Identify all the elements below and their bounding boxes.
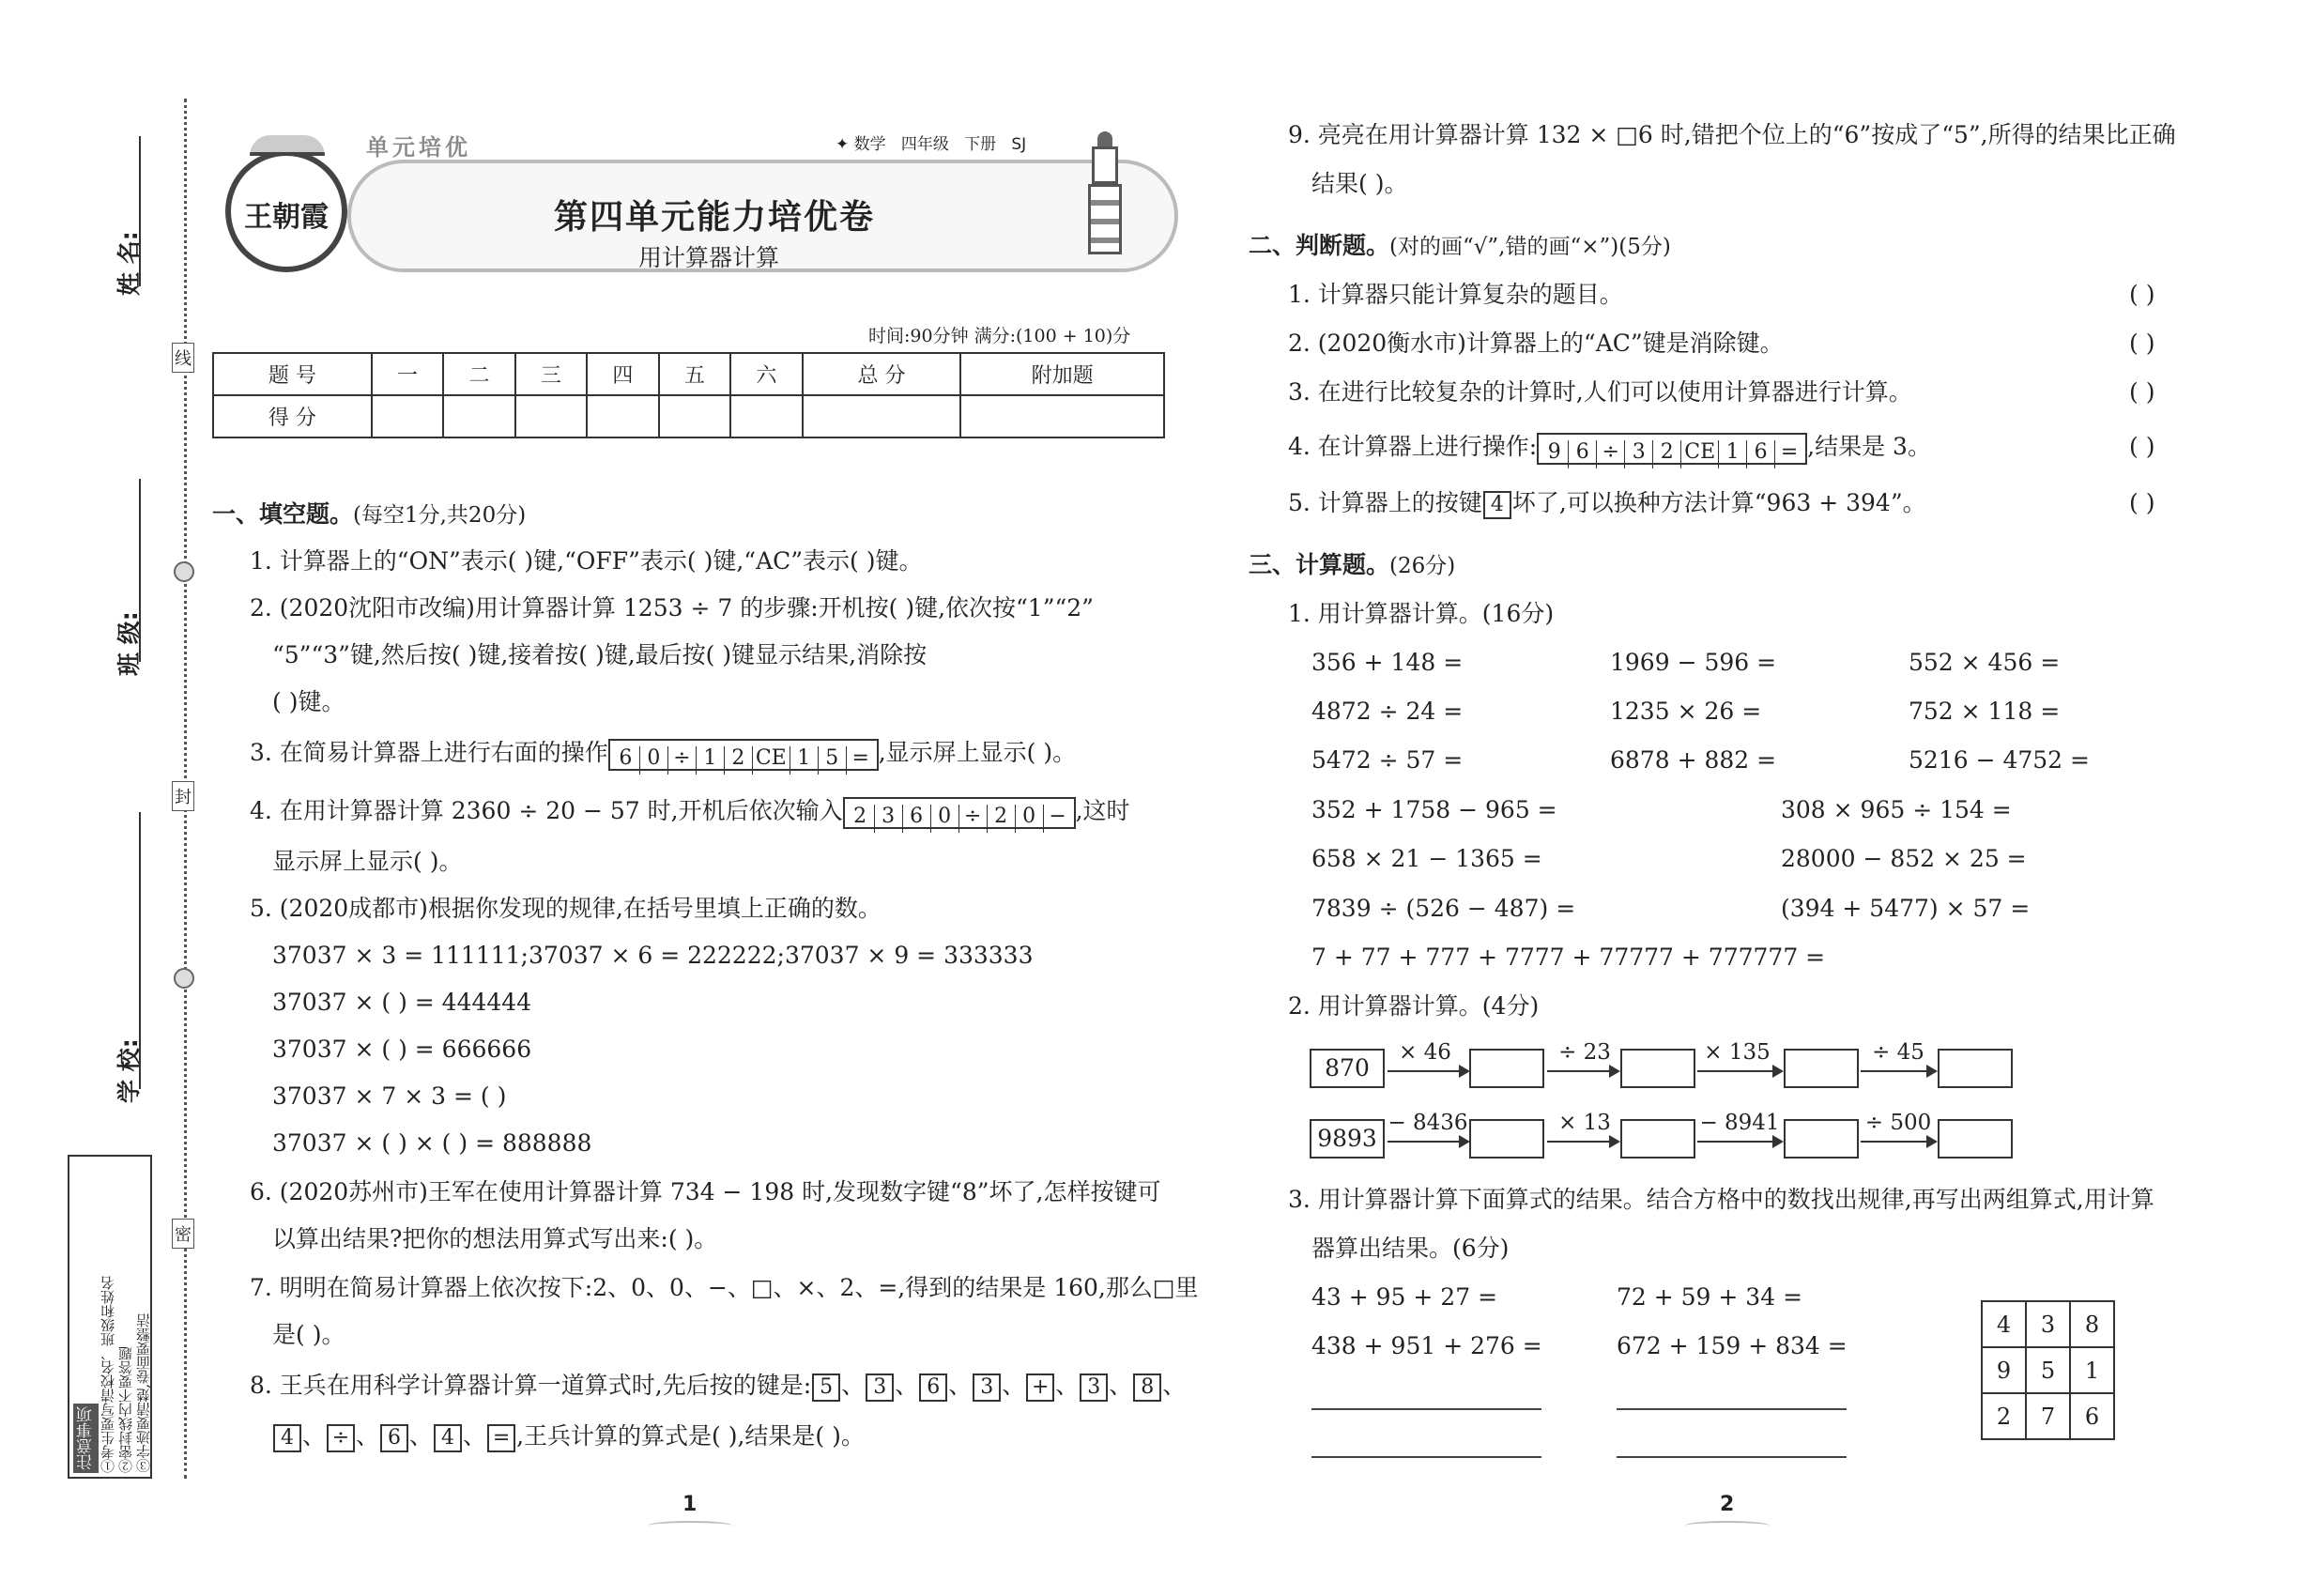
grid-cell: 2 — [1982, 1393, 2026, 1439]
grid-cell: 5 — [2026, 1347, 2070, 1393]
notice-box — [68, 1155, 152, 1479]
grid-cell: 7 — [2026, 1393, 2070, 1439]
score-table — [212, 352, 1165, 438]
judge-question-4 — [1288, 428, 1931, 466]
judge-question-4-text: 4. 在计算器上进行操作: — [1288, 433, 1538, 460]
calc-question-2-title: 2. 用计算器计算。(4分) — [1288, 992, 1540, 1020]
section3-title: 三、计算题。 — [1249, 551, 1390, 578]
page-number-ornament — [648, 1521, 732, 1530]
calc-expression: 1235 × 26 = — [1610, 698, 1762, 725]
grid-cell: 4 — [1982, 1301, 2026, 1347]
calc-expression: 72 + 59 + 34 = — [1617, 1283, 1803, 1311]
calc-expression: (394 + 5477) × 57 = — [1781, 895, 2031, 922]
key-sequence — [1537, 433, 1807, 465]
chain-operation: − 8941 — [1699, 1111, 1780, 1135]
grid-cell: 3 — [2026, 1301, 2070, 1347]
calc-key: = — [487, 1424, 515, 1452]
calc-key: 0 — [640, 746, 668, 775]
calc-expression: 308 × 965 ÷ 154 = — [1781, 796, 2012, 823]
page-number-1: 1 — [682, 1493, 698, 1516]
section2-title: 二、判断题。 — [1249, 232, 1390, 259]
section1-heading — [212, 496, 526, 534]
calc-key: ÷ — [327, 1424, 355, 1452]
calc-key: 2 — [988, 805, 1016, 833]
logo-text: 王朝霞 — [244, 201, 329, 234]
arrow-icon — [1861, 1141, 1936, 1143]
grid-cell: 1 — [2070, 1347, 2114, 1393]
notice-title: 注意事项 — [73, 1404, 99, 1473]
calc-key: ÷ — [668, 746, 697, 775]
answer-line[interactable] — [1617, 1408, 1847, 1410]
score-table-header — [213, 353, 1164, 395]
score-input[interactable] — [515, 395, 587, 437]
chain-operation: × 135 — [1704, 1040, 1771, 1065]
calc-expression: 5472 ÷ 57 = — [1311, 746, 1464, 774]
score-input[interactable] — [587, 395, 658, 437]
calc-expression: 7839 ÷ (526 − 487) = — [1311, 895, 1576, 922]
question-5-line: 37037 × ( ) = 444444 — [272, 989, 532, 1016]
calc-key: 0 — [931, 805, 959, 833]
edition: SJ — [1011, 135, 1027, 154]
grade: 四年级 — [900, 135, 949, 154]
question-3-post: ,显示屏上显示( )。 — [878, 739, 1077, 766]
grid-cell: 6 — [2070, 1393, 2114, 1439]
chain-start-box: 9893 — [1310, 1119, 1385, 1159]
table-cell: 六 — [730, 353, 802, 395]
school-label: 学 校: — [115, 1038, 143, 1103]
calc-expression: 6878 + 882 = — [1610, 746, 1777, 774]
chain-operation: ÷ 45 — [1872, 1040, 1924, 1065]
question-7-line: 是( )。 — [272, 1321, 345, 1348]
table-cell: 二 — [443, 353, 514, 395]
calc-expression: 7 + 77 + 777 + 7777 + 77777 + 777777 = — [1311, 944, 1826, 971]
key-sequence — [608, 739, 879, 771]
question-5-line: 37037 × ( ) = 666666 — [272, 1036, 532, 1063]
question-5-line: 37037 × ( ) × ( ) = 888888 — [272, 1129, 592, 1157]
calc-key: 2 — [725, 746, 753, 775]
question-2-line: ( )键。 — [272, 688, 345, 715]
answer-box[interactable] — [1620, 1049, 1695, 1088]
score-input[interactable] — [730, 395, 802, 437]
calc-key: 3 — [866, 1373, 894, 1402]
arrow-icon — [1861, 1070, 1936, 1072]
judge-question-5 — [1288, 484, 1926, 522]
question-4-post: ,这时 — [1075, 797, 1130, 824]
time-info: 时间:90分钟 满分:(100 + 10)分 — [868, 326, 1131, 346]
section2-heading — [1249, 227, 1671, 266]
answer-box[interactable] — [1620, 1119, 1695, 1159]
sparkle-icon: ✦ — [836, 135, 854, 154]
judge-question-2: 2. (2020衡水市)计算器上的“AC”键是消除键。 — [1288, 330, 1784, 357]
calc-expression: 658 × 21 − 1365 = — [1311, 845, 1542, 872]
judge-question-3: 3. 在进行比较复杂的计算时,人们可以使用计算器进行计算。 — [1288, 378, 1912, 406]
calc-key: 4 — [434, 1424, 462, 1452]
header-banner — [225, 127, 1183, 286]
page-subtitle: 用计算器计算 — [638, 244, 780, 271]
calc-key: 6 — [919, 1373, 947, 1402]
logo-crown-icon — [250, 135, 325, 156]
chain-operation: ÷ 500 — [1864, 1111, 1932, 1135]
calc-key: 9 — [1541, 440, 1569, 468]
calc-key: 2 — [1653, 440, 1681, 468]
binding-ring-icon — [174, 561, 194, 582]
chain-operation: × 46 — [1399, 1040, 1451, 1065]
calc-key: 6 — [1747, 440, 1775, 468]
calc-key: 3 — [1625, 440, 1653, 468]
judge-answer-paren[interactable]: ( ) — [2129, 489, 2155, 516]
calc-key: 3 — [875, 805, 903, 833]
question-9-line: 9. 亮亮在用计算器计算 132 × □6 时,错把个位上的“6”按成了“5”,所得的结果比正确 — [1288, 121, 2176, 148]
answer-line[interactable] — [1617, 1456, 1847, 1458]
question-9-line: 结果( )。 — [1311, 170, 1408, 197]
calc-key: ÷ — [959, 805, 988, 833]
notice-item: ①考生要写清校名、班级和姓名 — [100, 1276, 116, 1473]
calc-key: CE — [1681, 440, 1719, 468]
subject: 数学 — [853, 135, 886, 154]
score-input[interactable] — [659, 395, 730, 437]
answer-box[interactable] — [1938, 1049, 2013, 1088]
calc-key: 1 — [697, 746, 725, 775]
magic-square-grid — [1981, 1300, 2115, 1440]
question-2-line: “5”“3”键,然后按( )键,接着按( )键,最后按( )键显示结果,消除按 — [272, 641, 928, 668]
judge-answer-paren[interactable]: ( ) — [2129, 378, 2155, 406]
calc-key: ÷ — [1597, 440, 1625, 468]
answer-line[interactable] — [1311, 1408, 1541, 1410]
page-title: 第四单元能力培优卷 — [554, 198, 876, 237]
judge-question-5-text: 5. 计算器上的按键 — [1288, 489, 1482, 516]
calc-key: 4 — [273, 1424, 301, 1452]
calc-key: 6 — [1569, 440, 1597, 468]
score-input[interactable] — [372, 395, 443, 437]
arrow-icon — [1388, 1141, 1468, 1143]
calc-expression: 5216 − 4752 = — [1909, 746, 2090, 774]
judge-question-5-post: 坏了,可以换种方法计算“963 + 394”。 — [1511, 489, 1926, 516]
calc-key: + — [1026, 1373, 1054, 1402]
question-5-line: 37037 × 3 = 111111;37037 × 6 = 222222;37037 × 9 = 333333 — [272, 942, 1034, 969]
calc-key: = — [851, 746, 869, 770]
calc-expression: 356 + 148 = — [1311, 649, 1464, 676]
section2-note: (对的画“√”,错的画“×”)(5分) — [1389, 235, 1671, 259]
score-input[interactable] — [443, 395, 514, 437]
name-field[interactable] — [139, 136, 141, 286]
calc-key: 0 — [1016, 805, 1044, 833]
calc-key: 1 — [1719, 440, 1747, 468]
answer-line[interactable] — [1311, 1456, 1541, 1458]
score-input[interactable] — [960, 395, 1164, 437]
arrow-icon — [1388, 1070, 1468, 1072]
key-sequence — [843, 797, 1076, 829]
calc-key: CE — [753, 746, 790, 775]
calc-expression: 1969 − 596 = — [1610, 649, 1777, 676]
judge-answer-paren[interactable]: ( ) — [2129, 433, 2155, 460]
seal-char-3: 密 — [172, 1219, 194, 1249]
calc-key: 3 — [973, 1373, 1001, 1402]
chain-operation: − 8436 — [1388, 1111, 1468, 1135]
question-4-text: 4. 在用计算器计算 2360 ÷ 20 − 57 时,开机后依次输入 — [250, 797, 843, 824]
question-5-line: 37037 × 7 × 3 = ( ) — [272, 1082, 507, 1110]
table-cell: 一 — [372, 353, 443, 395]
book-info — [836, 130, 1026, 154]
arrow-icon — [1697, 1141, 1782, 1143]
calc-key: − — [1049, 805, 1066, 828]
question-4 — [250, 792, 1130, 830]
notice-item: ③字迹要清楚,卷面要整洁 — [135, 1313, 152, 1473]
calc-expression: 752 × 118 = — [1909, 698, 2061, 725]
question-8-line2: 4 、 ÷ 、 6 、 4 、 = ,王兵计算的算式是( ),结果是( )。 — [272, 1418, 865, 1455]
question-4-line2: 显示屏上显示( )。 — [272, 848, 463, 875]
table-cell: 五 — [659, 353, 730, 395]
question-3 — [250, 734, 1076, 772]
calc-key: 6 — [903, 805, 931, 833]
calc-key: 4 — [1483, 491, 1511, 519]
table-cell: 三 — [515, 353, 587, 395]
section1-title: 一、填空题。 — [212, 500, 354, 528]
question-3-text: 3. 在简易计算器上进行右面的操作 — [250, 739, 608, 766]
answer-box[interactable] — [1938, 1119, 2013, 1159]
calc-expression: 552 × 456 = — [1909, 649, 2061, 676]
arrow-icon — [1547, 1141, 1618, 1143]
calc-question-3-line: 3. 用计算器计算下面算式的结果。结合方格中的数找出规律,再写出两组算式,用计算 — [1288, 1186, 2154, 1213]
score-table-row — [213, 395, 1164, 437]
chain-start-box: 870 — [1310, 1049, 1385, 1088]
table-cell: 总 分 — [803, 353, 961, 395]
question-2-line: 2. (2020沈阳市改编)用计算器计算 1253 ÷ 7 的步骤:开机按( )键,依次按“1”“2” — [250, 594, 1094, 622]
section3-note: (26分) — [1389, 554, 1456, 578]
chain-operation: × 13 — [1558, 1111, 1611, 1135]
lighthouse-icon — [1084, 131, 1127, 258]
chain-operation: ÷ 23 — [1558, 1040, 1611, 1065]
question-7-line: 7. 明明在简易计算器上依次按下:2、0、0、−、□、×、2、=,得到的结果是 160,那么□里 — [250, 1274, 1199, 1301]
calc-expression: 43 + 95 + 27 = — [1311, 1283, 1498, 1311]
calc-expression: 672 + 159 + 834 = — [1617, 1332, 1848, 1359]
calc-key: 5 — [819, 746, 847, 775]
page-number-ornament — [1685, 1521, 1770, 1530]
question-5-title: 5. (2020成都市)根据你发现的规律,在括号里填上正确的数。 — [250, 895, 882, 922]
calc-key: 3 — [1080, 1373, 1108, 1402]
section1-note: (每空1分,共20分) — [353, 503, 527, 528]
calc-expression: 438 + 951 + 276 = — [1311, 1332, 1542, 1359]
series-label: 单元培优 — [366, 134, 471, 161]
answer-box[interactable] — [1469, 1049, 1544, 1088]
volume: 下册 — [964, 135, 997, 154]
calc-key: 2 — [847, 805, 875, 833]
answer-box[interactable] — [1469, 1119, 1544, 1159]
notice-item: ②密封线内不要答题 — [117, 1346, 134, 1473]
page-number-2: 2 — [1720, 1493, 1735, 1516]
calc-key: 1 — [790, 746, 819, 775]
calc-key: 6 — [612, 746, 640, 775]
question-1: 1. 计算器上的“ON”表示( )键,“OFF”表示( )键,“AC”表示( )键。 — [250, 547, 923, 575]
calc-key: 5 — [812, 1373, 840, 1402]
calc-key: = — [1780, 440, 1799, 464]
table-cell: 附加题 — [960, 353, 1164, 395]
question-6-line: 以算出结果?把你的想法用算式写出来:( )。 — [272, 1225, 718, 1252]
calc-key: 8 — [1133, 1373, 1161, 1402]
class-label: 班 级: — [115, 611, 143, 676]
answer-box[interactable] — [1784, 1049, 1859, 1088]
school-field[interactable] — [139, 812, 141, 1089]
table-cell: 得 分 — [213, 395, 372, 437]
answer-box[interactable] — [1784, 1119, 1859, 1159]
question-8-post: ,王兵计算的算式是( ),结果是( )。 — [516, 1422, 865, 1450]
arrow-icon — [1697, 1070, 1782, 1072]
judge-answer-paren[interactable]: ( ) — [2129, 281, 2155, 308]
calc-expression: 352 + 1758 − 965 = — [1311, 796, 1557, 823]
section3-heading — [1249, 546, 1455, 585]
judge-question-4-post: ,结果是 3。 — [1807, 433, 1931, 460]
name-label: 姓 名: — [115, 231, 143, 296]
binding-ring-icon — [174, 968, 194, 989]
question-8-text: 8. 王兵在用科学计算器计算一道算式时,先后按的键是: — [250, 1372, 812, 1399]
logo — [225, 150, 347, 272]
calc-question-3-line: 器算出结果。(6分) — [1311, 1235, 1510, 1262]
seal-char-2: 封 — [172, 781, 194, 811]
judge-question-1: 1. 计算器只能计算复杂的题目。 — [1288, 281, 1623, 308]
calc-key: 6 — [380, 1424, 408, 1452]
arrow-icon — [1547, 1070, 1618, 1072]
grid-cell: 9 — [1982, 1347, 2026, 1393]
table-cell: 题 号 — [213, 353, 372, 395]
class-field[interactable] — [139, 479, 141, 662]
calc-expression: 28000 − 852 × 25 = — [1781, 845, 2027, 872]
grid-cell: 8 — [2070, 1301, 2114, 1347]
seal-char-1: 线 — [172, 343, 194, 373]
calc-expression: 4872 ÷ 24 = — [1311, 698, 1464, 725]
table-cell: 四 — [587, 353, 658, 395]
score-input[interactable] — [803, 395, 961, 437]
question-8: 8. 王兵在用科学计算器计算一道算式时,先后按的键是: 5 、 3 、 6 、 3 、 + 、 3 、 8 、 — [250, 1367, 1186, 1404]
calc-question-1-title: 1. 用计算器计算。(16分) — [1288, 600, 1555, 627]
question-6-line: 6. (2020苏州市)王军在使用计算器计算 734 − 198 时,发现数字键“8”坏了,怎样按键可 — [250, 1178, 1161, 1205]
judge-answer-paren[interactable]: ( ) — [2129, 330, 2155, 357]
